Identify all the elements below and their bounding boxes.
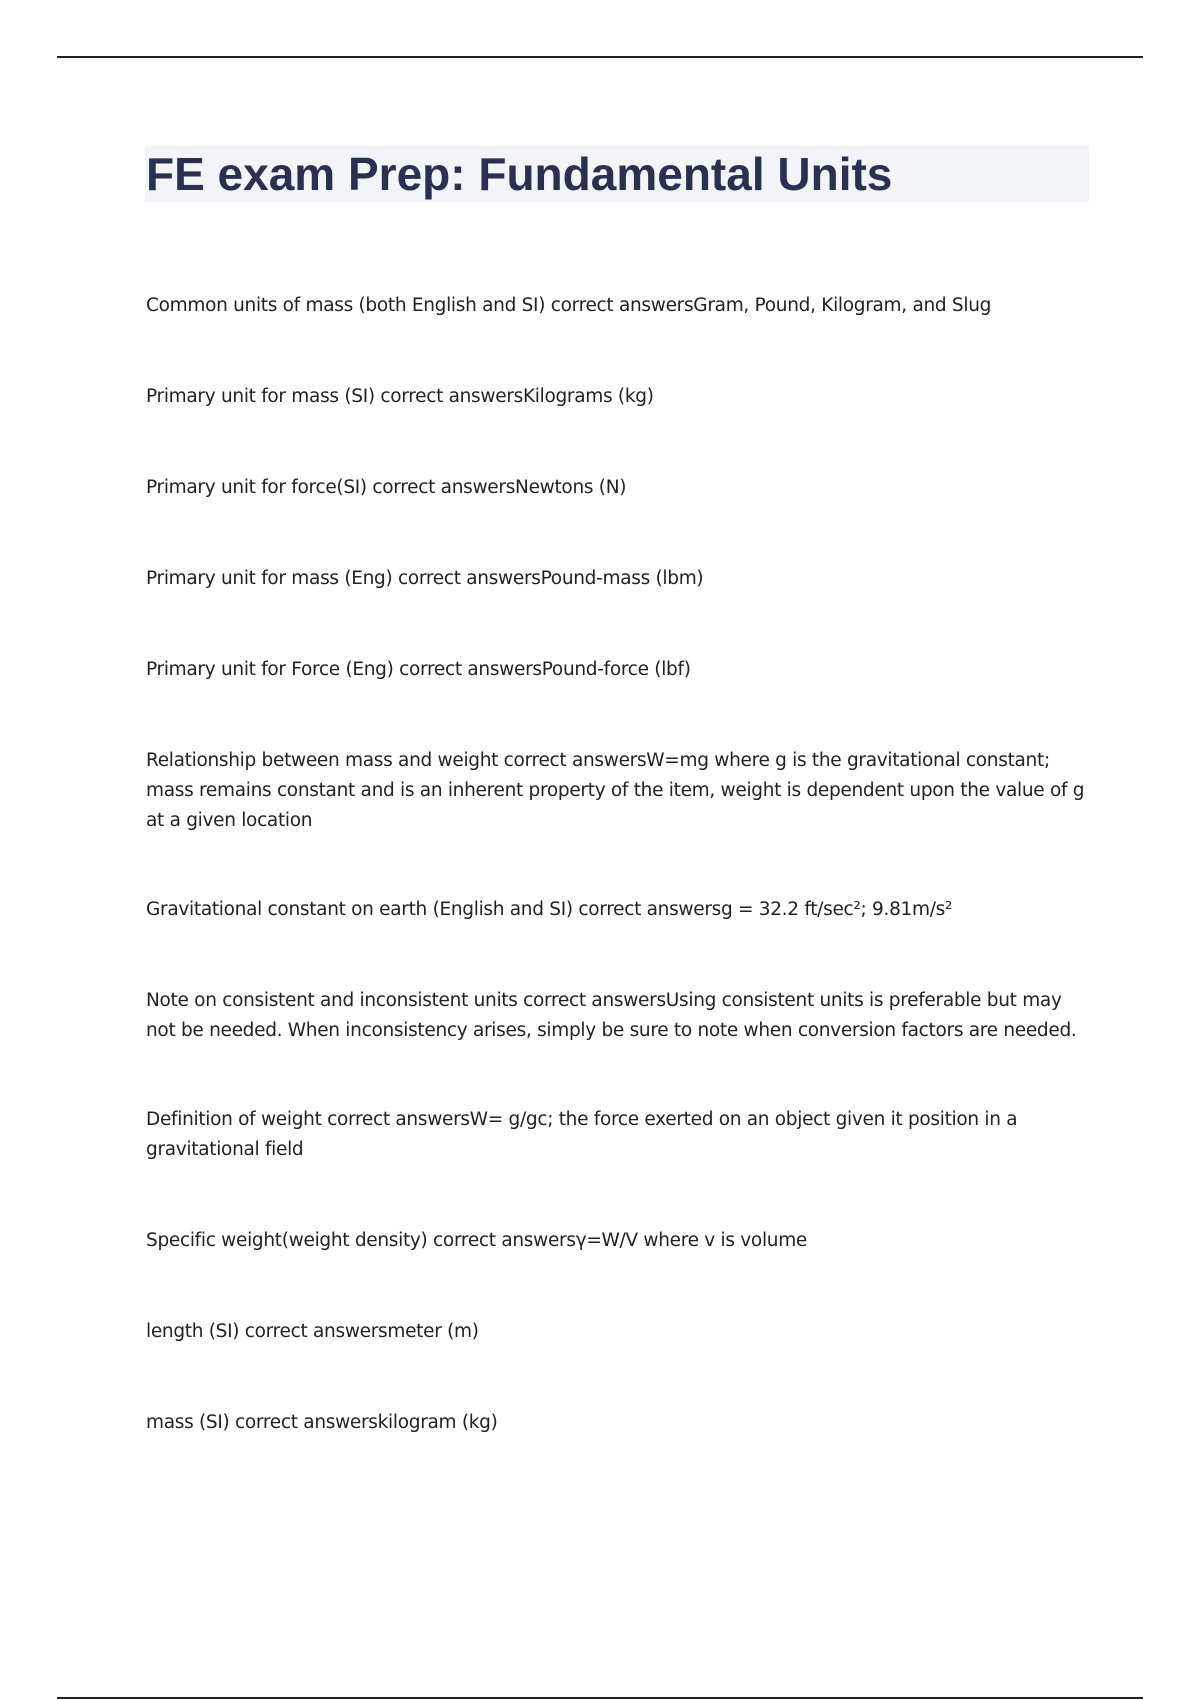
qa-entry: Gravitational constant on earth (English and SI) correct answersg = 32.2 ft/sec²; 9.81m/s² — [146, 899, 953, 920]
qa-entry: Note on consistent and inconsistent units correct answersUsing consistent units is preferable but may not be needed. When inconsistency arises, simply be sure to note when conversion factors are needed. — [146, 990, 1077, 1041]
qa-entry: Specific weight(weight density) correct answersγ=W/V where v is volume — [146, 1230, 808, 1251]
qa-entry: Relationship between mass and weight correct answersW=mg where g is the gravitational constant; mass remains constant and is an inherent property of the item, weight is dependent upon the value of g at a given location — [146, 750, 1085, 831]
qa-entry: mass (SI) correct answerskilogram (kg) — [146, 1412, 498, 1433]
header-rule — [57, 56, 1143, 58]
qa-entry: Primary unit for Force (Eng) correct answersPound-force (lbf) — [146, 659, 691, 680]
qa-entry: Primary unit for mass (Eng) correct answersPound-mass (lbm) — [146, 568, 704, 589]
page-title: FE exam Prep: Fundamental Units — [146, 148, 893, 200]
qa-entry: Definition of weight correct answersW= g/gc; the force exerted on an object given it position in a gravitational field — [146, 1109, 1018, 1160]
qa-entry: Primary unit for mass (SI) correct answersKilograms (kg) — [146, 386, 654, 407]
qa-entry: Primary unit for force(SI) correct answersNewtons (N) — [146, 477, 627, 498]
qa-entry: length (SI) correct answersmeter (m) — [146, 1321, 479, 1342]
qa-entry: Common units of mass (both English and SI) correct answersGram, Pound, Kilogram, and Slug — [146, 295, 992, 316]
footer-rule — [57, 1697, 1143, 1699]
